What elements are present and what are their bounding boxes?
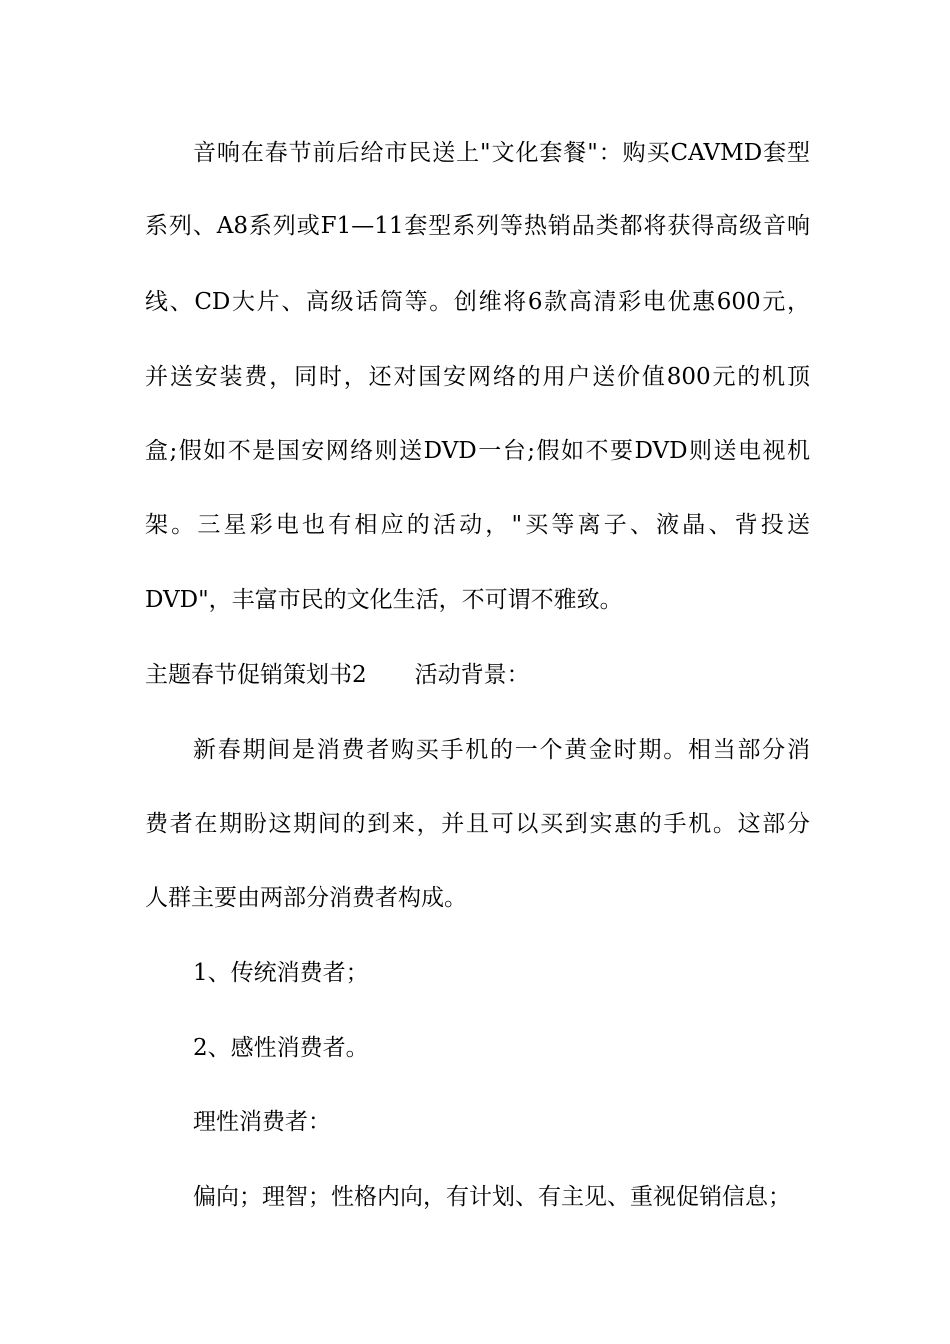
list-item: 1、传统消费者；: [193, 960, 369, 986]
heading-subtitle: 活动背景：: [414, 662, 530, 688]
paragraph-line: 偏向；理智；性格内向，有计划、有主见、重视促销信息；: [193, 1184, 791, 1210]
paragraph-line: 并送安装费，同时，还对国安网络的用户送价值800元的机顶: [145, 364, 810, 390]
section-heading: [145, 660, 810, 690]
paragraph-line: 系列、A8系列或F1—11套型系列等热销品类都将获得高级音响: [145, 213, 810, 239]
paragraph-line: 架。三星彩电也有相应的活动，"买等离子、液晶、背投送: [145, 512, 810, 538]
paragraph-line: 音响在春节前后给市民送上"文化套餐"：购买CAVMD套型: [193, 140, 810, 166]
paragraph-line: 线、CD大片、高级话筒等。创维将6款高清彩电优惠600元，: [145, 289, 810, 315]
list-item: 2、感性消费者。: [193, 1035, 369, 1061]
section-label: 理性消费者：: [193, 1109, 331, 1135]
paragraph-line: 新春期间是消费者购买手机的一个黄金时期。相当部分消: [193, 737, 810, 763]
paragraph-line: 费者在期盼这期间的到来，并且可以买到实惠的手机。这部分: [145, 811, 810, 837]
paragraph-line: 人群主要由两部分消费者构成。: [145, 885, 467, 911]
paragraph-line: 盒;假如不是国安网络则送DVD一台;假如不要DVD则送电视机: [145, 438, 810, 464]
paragraph-line: DVD"，丰富市民的文化生活，不可谓不雅致。: [145, 587, 623, 613]
heading-title: 主题春节促销策划书2: [145, 662, 367, 688]
